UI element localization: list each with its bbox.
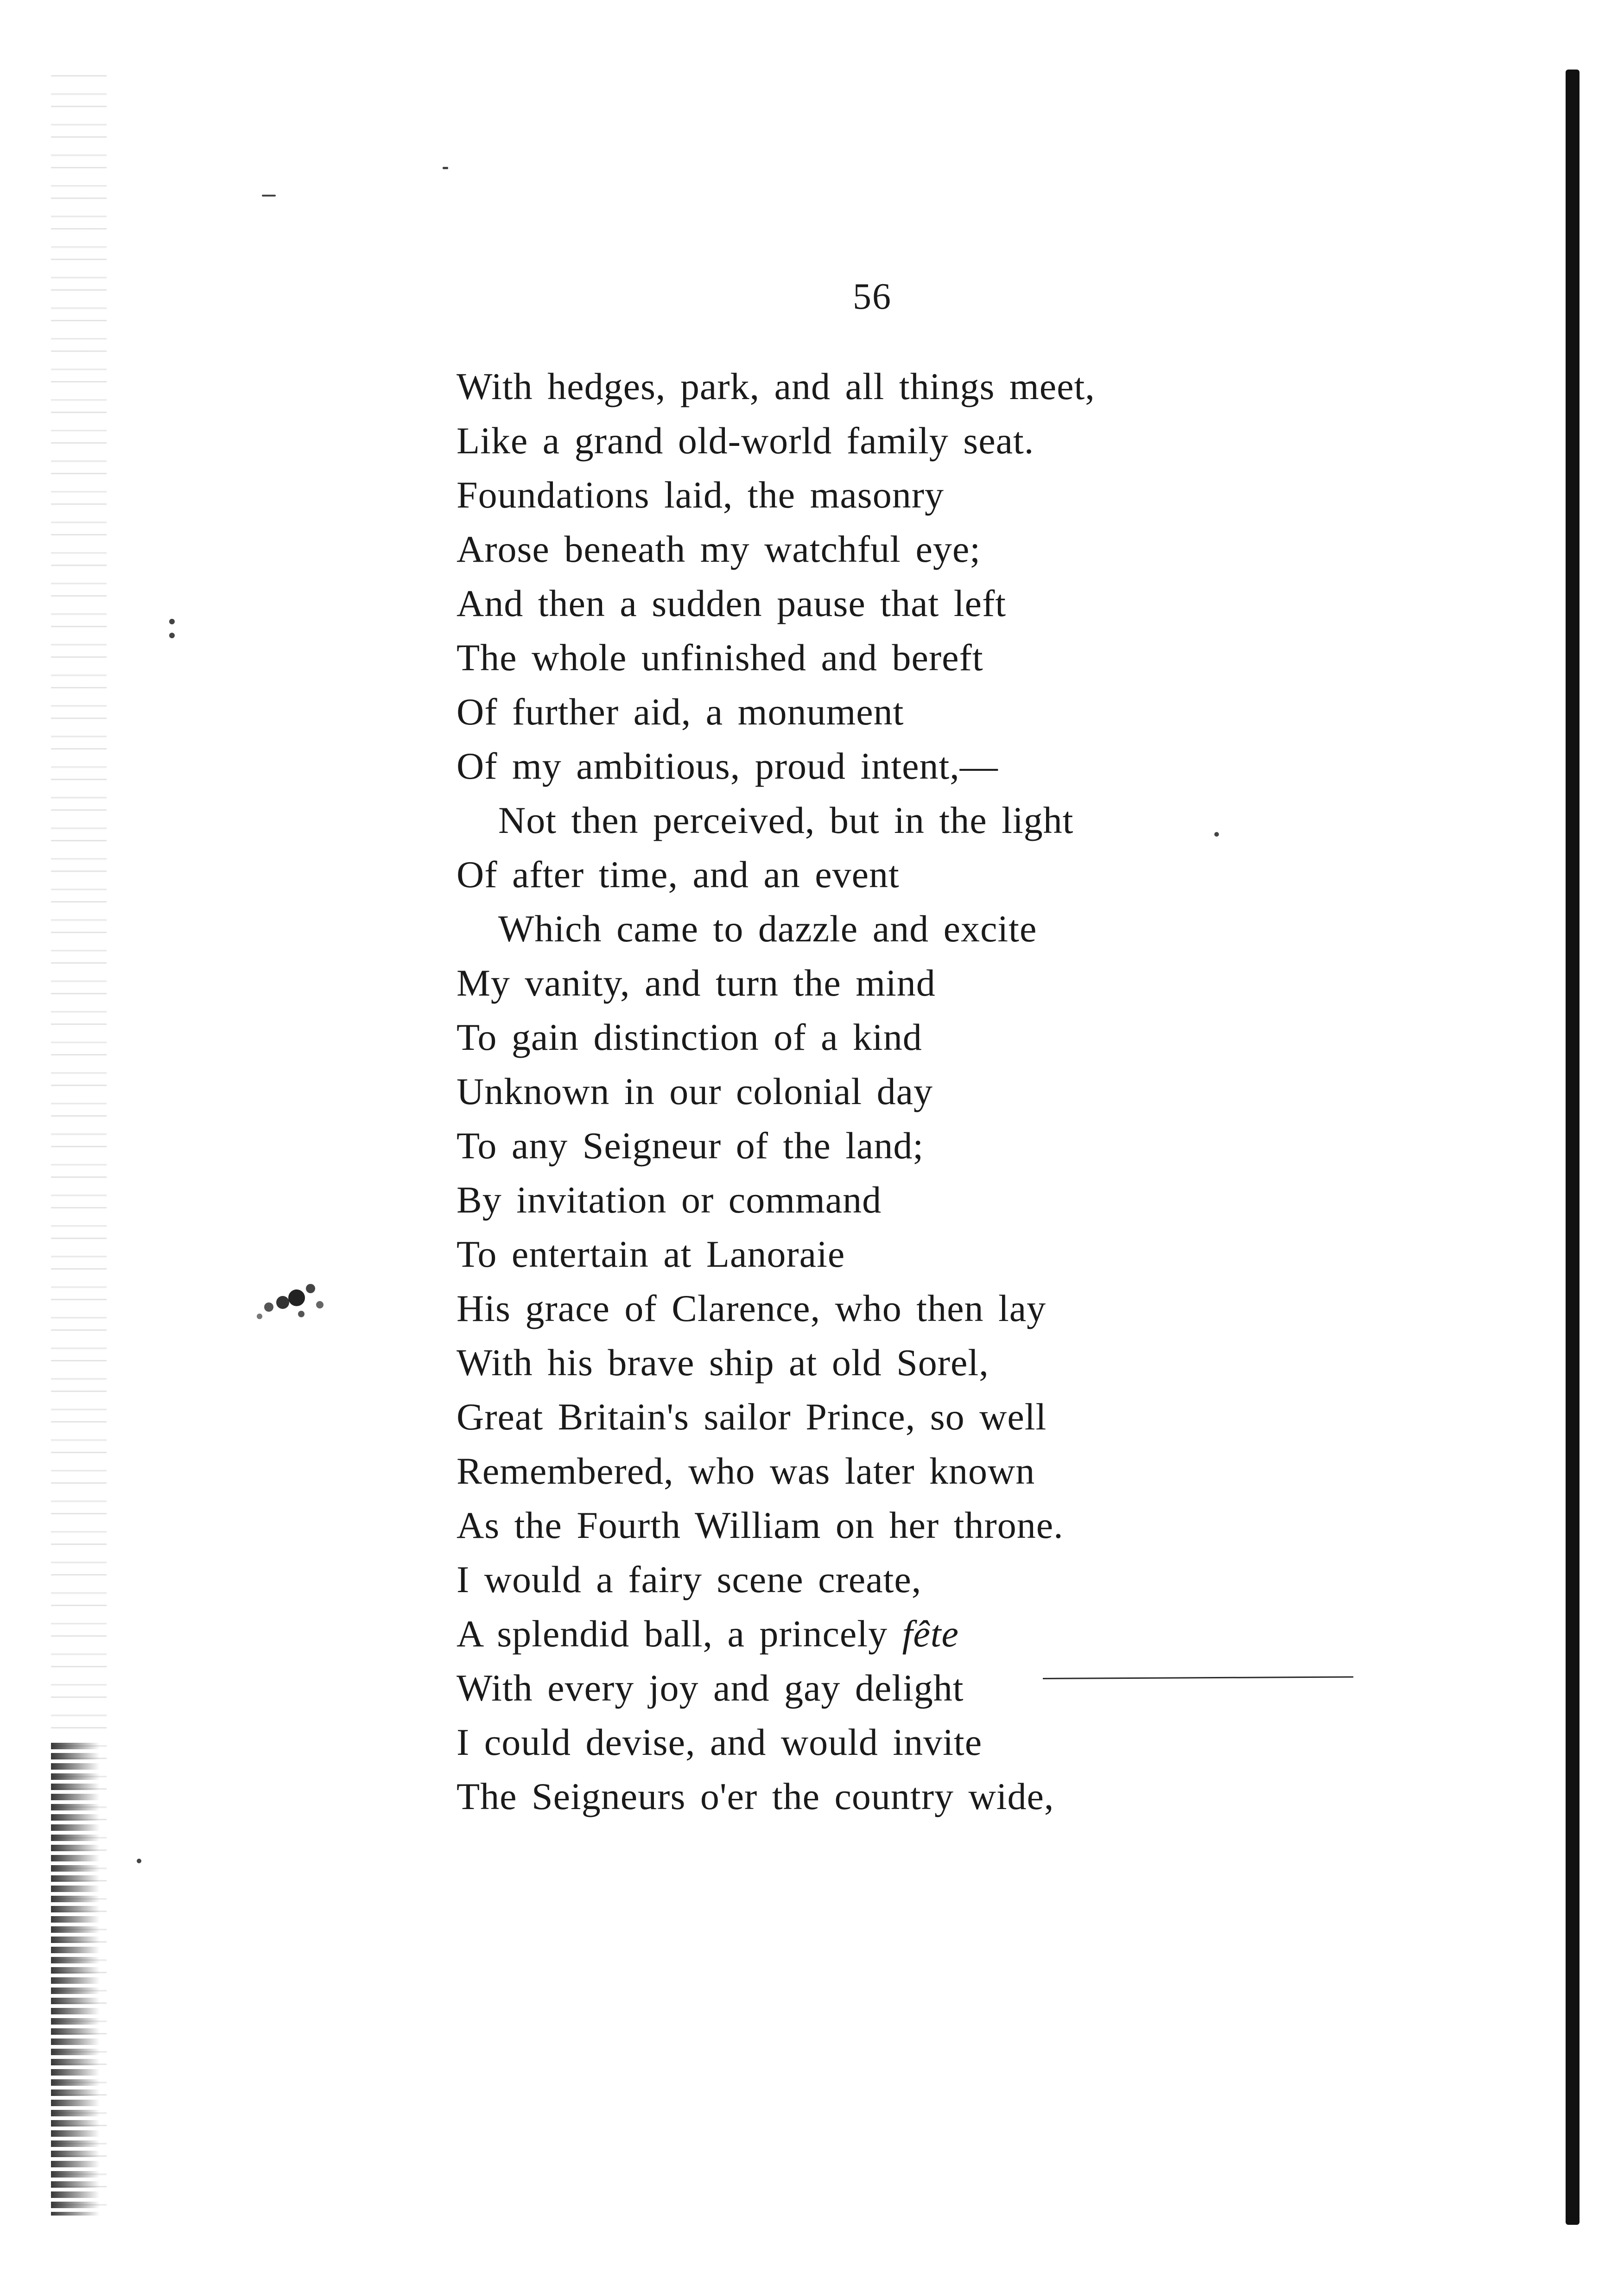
dust-speck: [262, 195, 276, 197]
poem-line: [457, 902, 1476, 956]
page-number: 56: [853, 276, 892, 317]
poem-line-text: Which came to dazzle and excite: [498, 908, 1037, 950]
scan-gutter-shadow: [51, 1743, 100, 2216]
dust-speck: [137, 1859, 141, 1863]
poem-line: [457, 1769, 1476, 1823]
poem-line: [457, 522, 1476, 576]
poem-line: [457, 1552, 1476, 1607]
poem-line-text: With hedges, park, and all things meet,: [457, 365, 1095, 407]
ink-smudge: [250, 1270, 343, 1335]
poem-line: [457, 1335, 1476, 1390]
poem-line: [457, 630, 1476, 685]
poem-line: [457, 359, 1476, 413]
poem-line-italic: fête: [902, 1613, 959, 1655]
poem-line-text: Arose beneath my watchful eye;: [457, 528, 981, 570]
poem-line-text: A splendid ball, a princely: [457, 1613, 902, 1655]
dust-speck: [443, 167, 448, 169]
poem-line-text: Great Britain's sailor Prince, so well: [457, 1396, 1047, 1438]
poem-line: [457, 1173, 1476, 1227]
poem-line: [457, 847, 1476, 902]
poem-line: [457, 1715, 1476, 1769]
dust-speck: [169, 619, 175, 624]
poem-line: [457, 739, 1476, 793]
poem-line: [457, 1010, 1476, 1064]
poem-line-text: Unknown in our colonial day: [457, 1070, 933, 1112]
poem-line: [457, 1607, 1476, 1661]
poem-line-text: Remembered, who was later known: [457, 1450, 1035, 1492]
poem-line-text: Foundations laid, the masonry: [457, 474, 945, 516]
poem-line-text: With every joy and gay delight: [457, 1667, 964, 1709]
poem-line-text: The Seigneurs o'er the country wide,: [457, 1775, 1054, 1817]
poem-line: [457, 1281, 1476, 1335]
poem-line-text: I could devise, and would invite: [457, 1721, 983, 1763]
poem-line: [457, 413, 1476, 468]
poem-line: [457, 1227, 1476, 1281]
dust-speck: [169, 633, 175, 638]
poem-line: [457, 1661, 1476, 1715]
poem-line-text: His grace of Clarence, who then lay: [457, 1287, 1047, 1329]
poem-line-text: By invitation or command: [457, 1179, 882, 1221]
poem-line-text: As the Fourth William on her throne.: [457, 1504, 1064, 1546]
poem-line-text: To entertain at Lanoraie: [457, 1233, 845, 1275]
poem-line-text: To any Seigneur of the land;: [457, 1124, 924, 1167]
poem-line-text: Of after time, and an event: [457, 853, 900, 895]
poem-line: [457, 1444, 1476, 1498]
poem-line-text: The whole unfinished and bereft: [457, 636, 983, 679]
poem-line: [457, 956, 1476, 1010]
poem-line-text: I would a fairy scene create,: [457, 1558, 922, 1600]
poem-text: [457, 359, 1476, 1823]
poem-line-text: To gain distinction of a kind: [457, 1016, 922, 1058]
poem-line: [457, 685, 1476, 739]
poem-line-text: With his brave ship at old Sorel,: [457, 1341, 989, 1384]
poem-line: [457, 468, 1476, 522]
poem-line: [457, 1064, 1476, 1118]
poem-line-text: And then a sudden pause that left: [457, 582, 1007, 624]
scan-edge-bar: [1566, 70, 1580, 2225]
poem-line: [457, 1498, 1476, 1552]
poem-line-text: Of further aid, a monument: [457, 691, 904, 733]
poem-line-text: My vanity, and turn the mind: [457, 962, 936, 1004]
poem-line: [457, 793, 1476, 847]
poem-line-text: Not then perceived, but in the light: [498, 799, 1074, 841]
poem-line: [457, 576, 1476, 630]
poem-line: [457, 1118, 1476, 1173]
poem-line: [457, 1390, 1476, 1444]
poem-line-text: Like a grand old-world family seat.: [457, 419, 1034, 462]
poem-line-text: Of my ambitious, proud intent,—: [457, 745, 998, 787]
